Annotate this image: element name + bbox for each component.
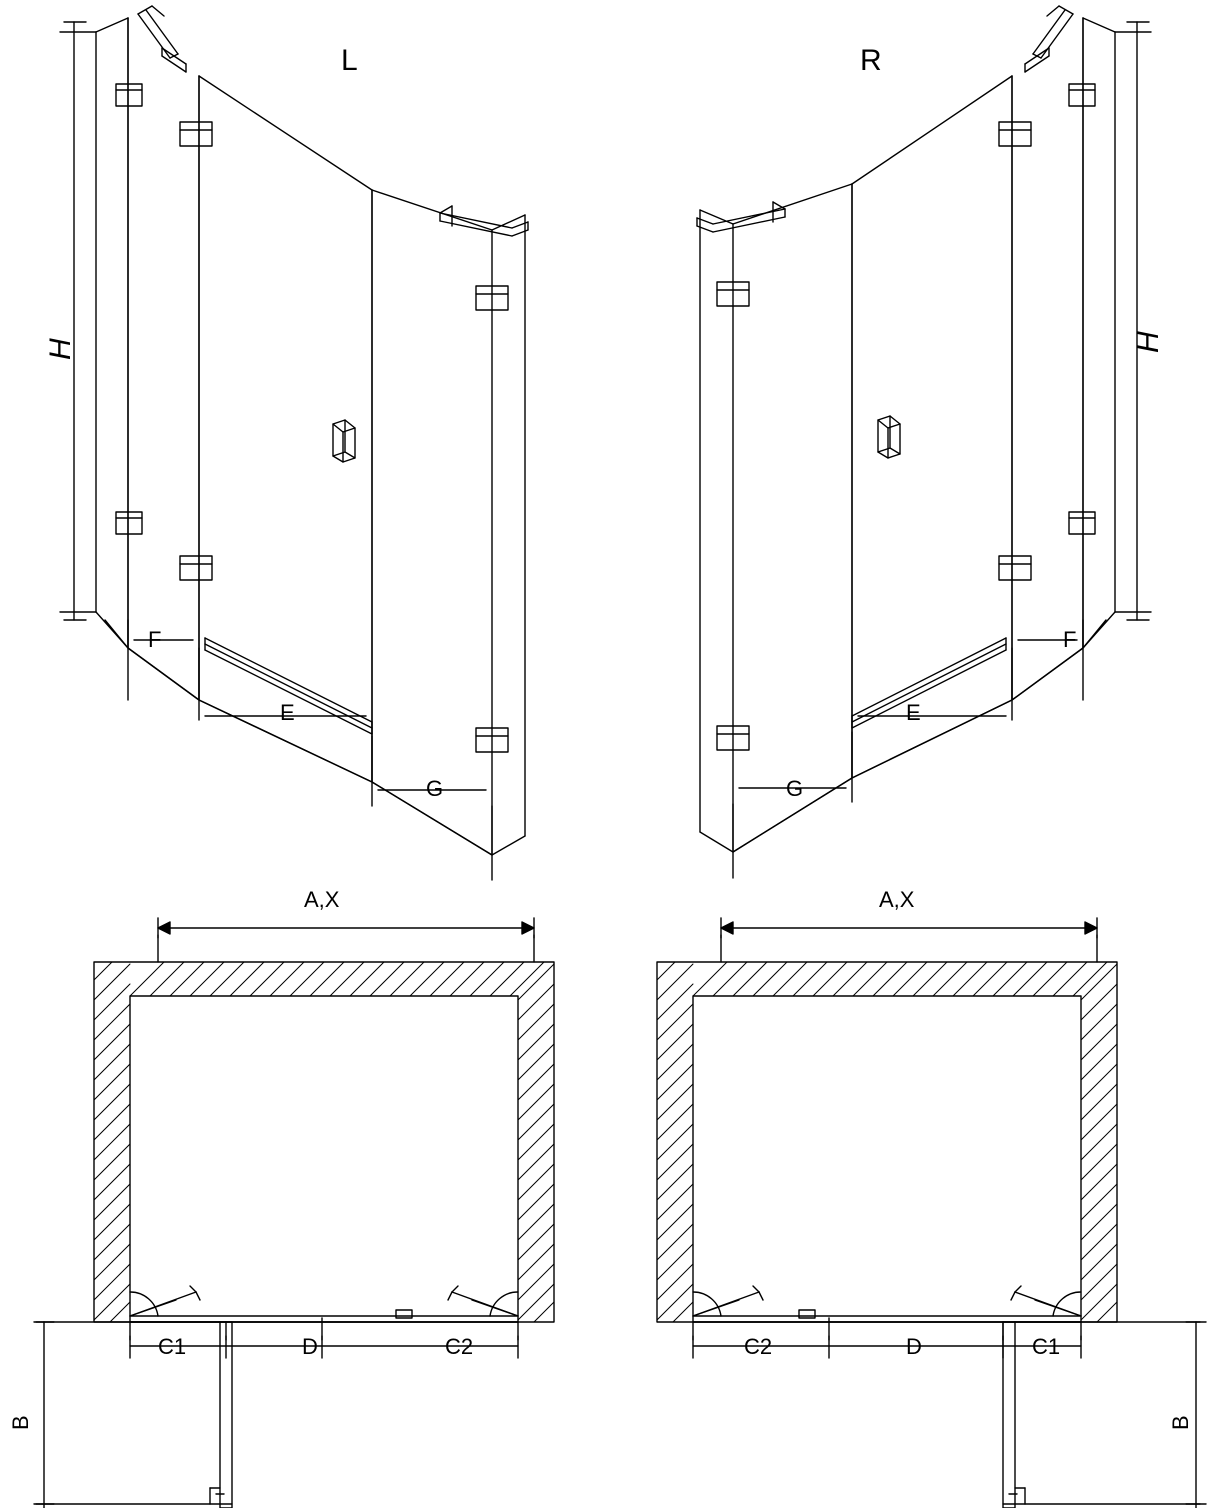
plan-right-group bbox=[657, 918, 1206, 1508]
dimension-d-left: D bbox=[302, 1334, 318, 1359]
segment-g-left: G bbox=[426, 776, 444, 801]
dimension-b-right: B bbox=[1168, 1415, 1193, 1430]
segment-e-left: E bbox=[280, 700, 295, 725]
perspective-left-group bbox=[60, 6, 528, 880]
variant-label-right: R bbox=[860, 44, 882, 77]
dimension-d-right: D bbox=[906, 1334, 922, 1359]
segment-g-right: G bbox=[786, 776, 804, 801]
segment-f-left: F bbox=[148, 627, 162, 652]
perspective-right-group bbox=[697, 6, 1151, 878]
segment-f-right: F bbox=[1063, 627, 1077, 652]
variant-label-left: L bbox=[341, 44, 358, 77]
dimension-c2-right: C2 bbox=[744, 1334, 773, 1359]
dimension-c2-left: C2 bbox=[445, 1334, 474, 1359]
dimension-b-left: B bbox=[8, 1415, 33, 1430]
plan-left-group bbox=[34, 918, 554, 1508]
dimension-ax-left: A,X bbox=[304, 887, 340, 912]
dimension-h-left: H bbox=[44, 338, 77, 360]
dimension-h-right: H bbox=[1132, 331, 1165, 353]
segment-e-right: E bbox=[906, 700, 921, 725]
dimension-c1-right: C1 bbox=[1032, 1334, 1061, 1359]
dimension-ax-right: A,X bbox=[879, 887, 915, 912]
dimension-c1-left: C1 bbox=[158, 1334, 187, 1359]
